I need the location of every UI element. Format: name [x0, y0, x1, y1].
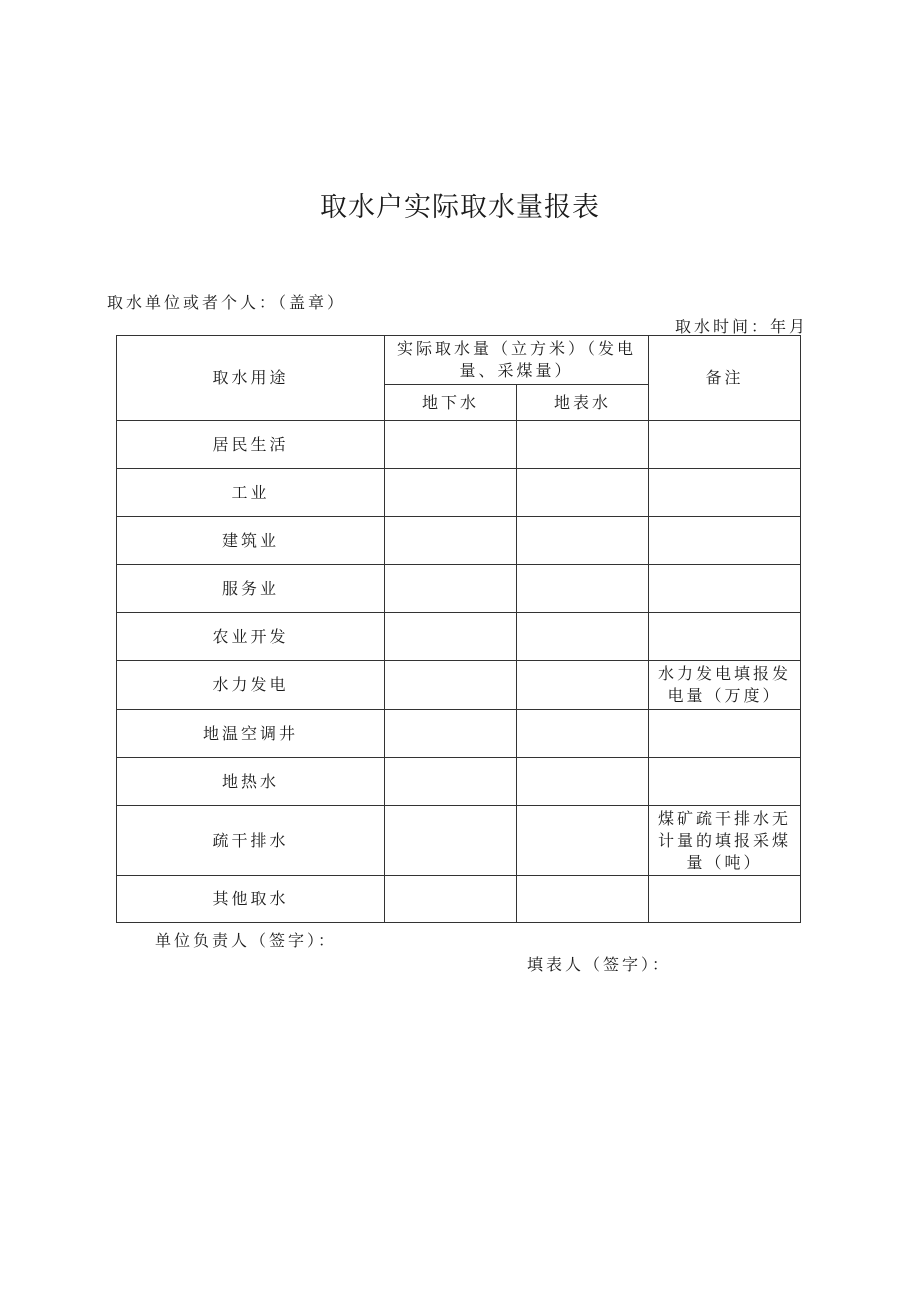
note-cell — [649, 421, 801, 469]
ground-water-cell[interactable] — [385, 710, 517, 758]
table-row — [117, 565, 801, 613]
table-row — [117, 758, 801, 806]
table-row — [117, 469, 801, 517]
ground-water-cell[interactable] — [385, 517, 517, 565]
note-cell — [649, 758, 801, 806]
filler-signature-label: 填表人（签字）： — [527, 955, 672, 974]
surface-water-cell[interactable] — [517, 421, 649, 469]
header-use: 取水用途 — [117, 336, 385, 421]
surface-water-cell[interactable] — [517, 661, 649, 710]
time-label: 取水时间：年月 — [674, 317, 808, 336]
ground-water-cell[interactable] — [385, 806, 517, 876]
table-row — [117, 806, 801, 876]
header-amount: 实际取水量（立方米）（发电量、采煤量） — [385, 336, 649, 385]
use-cell: 工业 — [117, 469, 385, 517]
surface-water-cell[interactable] — [517, 876, 649, 923]
table-row — [117, 517, 801, 565]
use-cell: 服务业 — [117, 565, 385, 613]
unit-label: 取水单位或者个人：（盖章） — [107, 293, 347, 312]
ground-water-cell[interactable] — [385, 613, 517, 661]
use-cell: 地温空调井 — [117, 710, 385, 758]
use-cell: 疏干排水 — [117, 806, 385, 876]
use-cell: 其他取水 — [117, 876, 385, 923]
use-cell: 水力发电 — [117, 661, 385, 710]
table-row — [117, 876, 801, 923]
surface-water-cell[interactable] — [517, 710, 649, 758]
header-ground: 地下水 — [385, 385, 517, 421]
use-cell: 居民生活 — [117, 421, 385, 469]
ground-water-cell[interactable] — [385, 565, 517, 613]
note-cell — [649, 469, 801, 517]
note-cell: 煤矿疏干排水无计量的填报采煤量（吨） — [649, 806, 801, 876]
use-cell: 农业开发 — [117, 613, 385, 661]
leader-signature-label: 单位负责人（签字）： — [155, 931, 338, 950]
surface-water-cell[interactable] — [517, 806, 649, 876]
surface-water-cell[interactable] — [517, 758, 649, 806]
page-title: 取水户实际取水量报表 — [320, 192, 600, 223]
header-note: 备注 — [649, 336, 801, 421]
ground-water-cell[interactable] — [385, 469, 517, 517]
note-cell — [649, 517, 801, 565]
ground-water-cell[interactable] — [385, 421, 517, 469]
water-report-table — [116, 335, 801, 923]
note-cell — [649, 565, 801, 613]
ground-water-cell[interactable] — [385, 661, 517, 710]
use-cell: 地热水 — [117, 758, 385, 806]
surface-water-cell[interactable] — [517, 517, 649, 565]
note-cell — [649, 710, 801, 758]
header-surface: 地表水 — [517, 385, 649, 421]
ground-water-cell[interactable] — [385, 876, 517, 923]
note-cell — [649, 876, 801, 923]
surface-water-cell[interactable] — [517, 613, 649, 661]
note-cell: 水力发电填报发电量（万度） — [649, 661, 801, 710]
table-row — [117, 710, 801, 758]
surface-water-cell[interactable] — [517, 565, 649, 613]
table-row — [117, 421, 801, 469]
table-row — [117, 613, 801, 661]
use-cell: 建筑业 — [117, 517, 385, 565]
note-cell — [649, 613, 801, 661]
surface-water-cell[interactable] — [517, 469, 649, 517]
table-row — [117, 661, 801, 710]
ground-water-cell[interactable] — [385, 758, 517, 806]
